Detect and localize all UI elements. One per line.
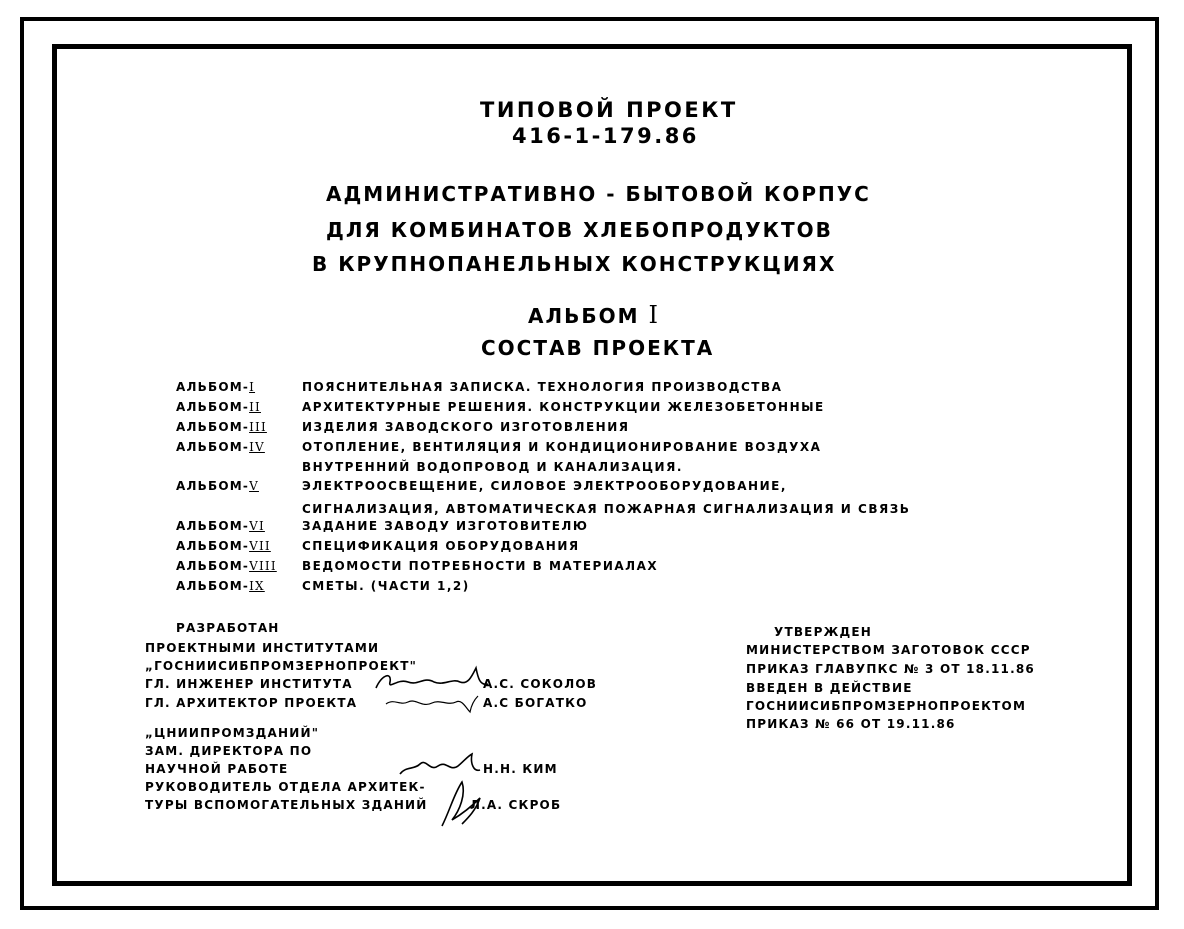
album-row-prefix: АЛЬБОМ- (176, 420, 250, 434)
album-row-label (176, 401, 261, 413)
project-name-line-2: ДЛЯ КОМБИНАТОВ ХЛЕБОПРОДУКТОВ (326, 218, 833, 242)
album-row-prefix: АЛЬБОМ- (176, 400, 250, 414)
album-label: АЛЬБОМ (528, 304, 640, 328)
approved-line-5: ПРИКАЗ № 66 ОТ 19.11.86 (746, 717, 956, 731)
album-row-roman: III (249, 420, 267, 434)
album-row-label (176, 421, 267, 433)
album-row-roman: VIII (249, 559, 277, 573)
project-number: 416-1-179.86 (512, 124, 699, 148)
album-row-roman: II (249, 400, 261, 414)
album-row-description: ПОЯСНИТЕЛЬНАЯ ЗАПИСКА. ТЕХНОЛОГИЯ ПРОИЗВОДСТВА (302, 380, 783, 394)
album-row-description: ЗАДАНИЕ ЗАВОДУ ИЗГОТОВИТЕЛЮ (302, 519, 589, 533)
album-row-label (176, 441, 265, 453)
approved-line-2: ПРИКАЗ ГЛАВУПКС № 3 ОТ 18.11.86 (746, 662, 1035, 676)
title-line-1: ТИПОВОЙ ПРОЕКТ (480, 98, 738, 122)
approved-line-4: ГОСНИИСИБПРОМЗЕРНОПРОЕКТОМ (746, 699, 1027, 713)
album-row-label (176, 580, 265, 592)
album-row-description: СМЕТЫ. (ЧАСТИ 1,2) (302, 579, 470, 593)
album-row-prefix: АЛЬБОМ- (176, 559, 250, 573)
album-row-roman: V (249, 479, 259, 493)
institute-1: „ГОСНИИСИБПРОМЗЕРНОПРОЕКТ" (145, 659, 418, 673)
project-name-line-1: АДМИНИСТРАТИВНО - БЫТОВОЙ КОРПУС (326, 182, 871, 206)
chief-engineer-name: А.С. СОКОЛОВ (483, 677, 598, 691)
head-name: Л.А. СКРОБ (470, 798, 562, 812)
album-row-label (176, 381, 255, 393)
album-row-description: СПЕЦИФИКАЦИЯ ОБОРУДОВАНИЯ (302, 539, 580, 553)
deputy-line-1: ЗАМ. ДИРЕКТОРА ПО (145, 744, 313, 758)
album-row-roman: IX (249, 579, 265, 593)
signature-skrob (432, 776, 488, 832)
head-line-1: РУКОВОДИТЕЛЬ ОТДЕЛА АРХИТЕК- (145, 780, 426, 794)
album-row-roman: VI (249, 519, 265, 533)
album-row-label (176, 480, 259, 492)
album-roman: I (648, 301, 658, 329)
album-heading (528, 303, 658, 327)
album-row-description: ВЕДОМОСТИ ПОТРЕБНОСТИ В МАТЕРИАЛАХ (302, 559, 659, 573)
album-row-prefix: АЛЬБОМ- (176, 479, 250, 493)
album-row-description: ЭЛЕКТРООСВЕЩЕНИЕ, СИЛОВОЕ ЭЛЕКТРООБОРУДОВАНИЕ, (302, 479, 787, 493)
album-row-prefix: АЛЬБОМ- (176, 380, 250, 394)
album-row-roman: IV (249, 440, 265, 454)
album-row-description: СИГНАЛИЗАЦИЯ, АВТОМАТИЧЕСКАЯ ПОЖАРНАЯ СИГНАЛИЗАЦИЯ И СВЯЗЬ (302, 502, 911, 516)
approved-line-3: ВВЕДЕН В ДЕЙСТВИЕ (746, 681, 913, 695)
album-row-description: ОТОПЛЕНИЕ, ВЕНТИЛЯЦИЯ И КОНДИЦИОНИРОВАНИЕ ВОЗДУХА (302, 440, 822, 454)
head-line-2: ТУРЫ ВСПОМОГАТЕЛЬНЫХ ЗДАНИЙ (145, 798, 428, 812)
deputy-name: Н.Н. КИМ (483, 762, 558, 776)
album-row-label (176, 540, 271, 552)
chief-architect-name: А.С БОГАТКО (483, 696, 588, 710)
album-row-description: ВНУТРЕННИЙ ВОДОПРОВОД И КАНАЛИЗАЦИЯ. (302, 460, 683, 474)
album-row-prefix: АЛЬБОМ- (176, 519, 250, 533)
album-row-label (176, 560, 277, 572)
developed-heading: РАЗРАБОТАН (176, 621, 280, 635)
project-name-line-3: В КРУПНОПАНЕЛЬНЫХ КОНСТРУКЦИЯХ (312, 252, 837, 276)
album-row-label (176, 520, 265, 532)
institute-2: „ЦНИИПРОМЗДАНИЙ" (145, 726, 320, 740)
signature-bogatko (380, 692, 480, 718)
album-row-prefix: АЛЬБОМ- (176, 440, 250, 454)
album-row-description: ИЗДЕЛИЯ ЗАВОДСКОГО ИЗГОТОВЛЕНИЯ (302, 420, 630, 434)
developed-line-1: ПРОЕКТНЫМИ ИНСТИТУТАМИ (145, 641, 380, 655)
album-row-prefix: АЛЬБОМ- (176, 539, 250, 553)
album-row-description: АРХИТЕКТУРНЫЕ РЕШЕНИЯ. КОНСТРУКЦИИ ЖЕЛЕЗОБЕТОННЫЕ (302, 400, 825, 414)
deputy-line-2: НАУЧНОЙ РАБОТЕ (145, 762, 289, 776)
album-row-prefix: АЛЬБОМ- (176, 579, 250, 593)
album-row-roman: I (249, 380, 256, 394)
approved-line-1: МИНИСТЕРСТВОМ ЗАГОТОВОК СССР (746, 643, 1031, 657)
chief-engineer-role: ГЛ. ИНЖЕНЕР ИНСТИТУТА (145, 677, 353, 691)
album-row-roman: VII (249, 539, 271, 553)
approved-heading: УТВЕРЖДЕН (774, 625, 872, 639)
contents-subtitle: СОСТАВ ПРОЕКТА (481, 336, 715, 360)
chief-architect-role: ГЛ. АРХИТЕКТОР ПРОЕКТА (145, 696, 358, 710)
